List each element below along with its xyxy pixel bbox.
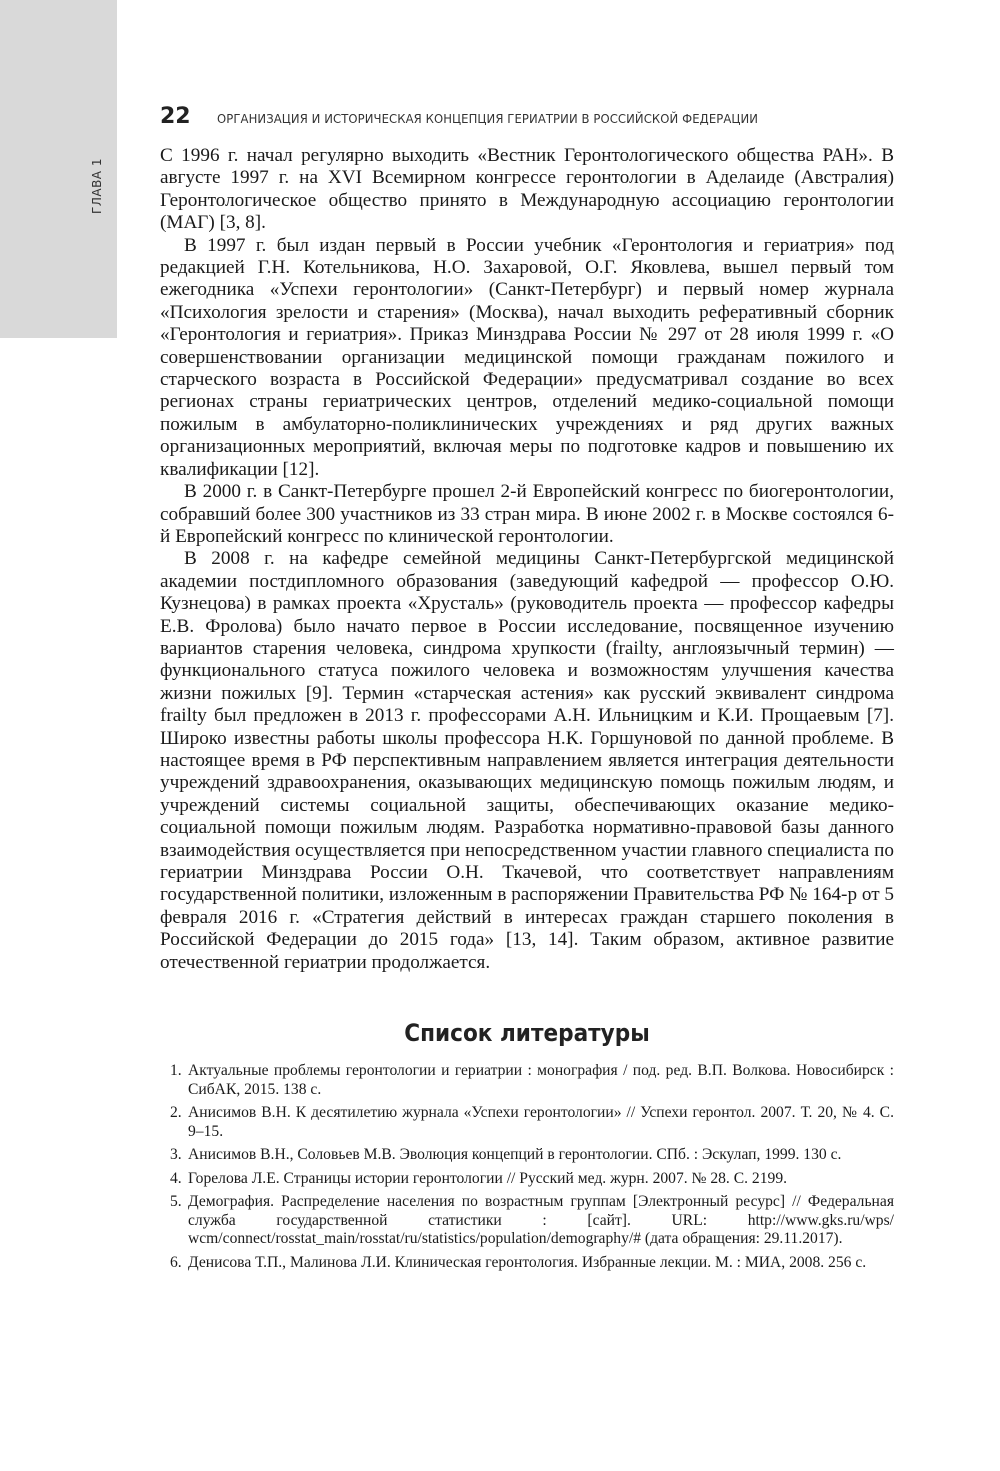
- references-title: Список литературы: [404, 1019, 650, 1047]
- chapter-label-text: ГЛАВА 1: [90, 158, 105, 214]
- reference-number: 4.: [170, 1169, 182, 1187]
- reference-text: Актуальные проблемы геронтологии и гериатрии : монография / под. ред. В.П. Волкова. Новосибирск : СибАК, 2015. 138 с.: [188, 1062, 894, 1098]
- reference-number: 6.: [170, 1253, 182, 1271]
- running-title: ОРГАНИЗАЦИЯ И ИСТОРИЧЕСКАЯ КОНЦЕПЦИЯ ГЕРИАТРИИ В РОССИЙСКОЙ ФЕДЕРАЦИИ: [216, 111, 758, 126]
- reference-number: 3.: [170, 1146, 182, 1163]
- paragraph: С 1996 г. начал регулярно выходить «Вестник Геронтологического общества РАН». В августе 1997 г. на XVI Всемирном конгрессе геронтологии в Аделаиде (Австралия) Геронтологическое общество принято в Международную ассоциацию геронтологии (МАГ) [3, 8].: [160, 145, 894, 234]
- body-text: [160, 145, 894, 974]
- reference-item: [160, 1104, 894, 1141]
- reference-text: Демография. Распределение населения по возрастным группам [Электронный ресурс] // Федеральная служба государственной статистики : [сайт]. URL: http://www.gks.ru/wps/ wcm/connect/rosstat_main/rosstat/ru/statistics/population/demography/# (дата обращения: 29.11.2017).: [188, 1193, 894, 1247]
- reference-text: Анисимов В.Н. К десятилетию журнала «Успехи геронтологии» // Успехи геронтол. 2007. Т. 20, № 4. С. 9–15.: [188, 1104, 894, 1140]
- reference-text: Горелова Л.Е. Страницы истории геронтологии // Русский мед. журн. 2007. № 28. С. 2199.: [188, 1169, 788, 1187]
- reference-number: 5.: [170, 1193, 182, 1210]
- references-list: [160, 1062, 894, 1277]
- chapter-label: [87, 156, 107, 216]
- paragraph: В 2000 г. в Санкт-Петербурге прошел 2-й Европейский конгресс по биогеронтологии, собравший более 300 участников из 33 стран мира. В июне 2002 г. в Москве состоялся 6-й Европейский конгресс по клинической геронтологии.: [160, 481, 894, 547]
- reference-item: [160, 1146, 894, 1165]
- paragraph: В 1997 г. был издан первый в России учебник «Геронтология и гериатрия» под редакцией Г.Н. Котельникова, Н.О. Захаровой, О.Г. Яковлева, вышел первый том ежегодника «Успехи геронтологии» (Санкт-Петербург) и первый номер журнала «Психология зрелости и старения» (Москва), начал выходить реферативный сборник «Геронтология и гериатрия». Приказ Минздрава России № 297 от 28 июля 1999 г. «О совершенствовании организации медицинской помощи гражданам пожилого и старческого возраста в Российской Федерации» предусматривал создание во всех регионах страны гериатрических центров, отделений медико-социальной помощи пожилым в амбулаторно-поликлинических учреждениях и ряд других важных организационных мероприятий, включая меры по подготовке кадров и повышению их квалификации [12].: [160, 234, 894, 480]
- reference-text: Анисимов В.Н., Соловьев М.В. Эволюция концепций в геронтологии. СПб. : Эскулап, 1999. 130 с.: [188, 1146, 842, 1163]
- reference-item: [160, 1170, 894, 1189]
- page-number: 22: [160, 104, 191, 129]
- reference-item: [160, 1254, 894, 1273]
- reference-number: 2.: [170, 1104, 182, 1121]
- page-header: [160, 104, 920, 134]
- paragraph: В 2008 г. на кафедре семейной медицины Санкт-Петербургской медицинской академии постдипломного образования (заведующий кафедрой — профессор О.Ю. Кузнецова) в рамках проекта «Хрусталь» (руководитель проекта — профессор кафедры Е.В. Фролова) было начато первое в России исследование, посвященное изучению вариантов старения человека, синдрома хрупкости (frailty, англоязычный термин) — функционального статуса пожилого человека и возможностям улучшения качества жизни пожилых [9]. Термин «старческая астения» как русский эквивалент синдрома frailty был предложен в 2013 г. профессорами А.Н. Ильницким и К.И. Прощаевым [7]. Широко известны работы школы профессора Н.К. Горшуновой по данной проблеме. В настоящее время в РФ перспективным направлением является интеграция деятельности учреждений здравоохранения, оказывающих медицинскую помощь пожилым людям, и учреждений системы социальной защиты, обеспечивающих оказание медико-социальной помощи пожилым людям. Разработка нормативно-правовой базы данного взаимодействия осуществляется при непосредственном участии главного специалиста по гериатрии Минздрава России О.Н. Ткачевой, что соответствует направлениям государственной политики, изложенным в распоряжении Правительства РФ № 164-р от 5 февраля 2016 г. «Стратегия действий в интересах граждан старшего поколения в Российской Федерации до 2015 года» [13, 14]. Таким образом, активное развитие отечественной гериатрии продолжается.: [160, 548, 894, 973]
- reference-item: [160, 1193, 894, 1249]
- reference-text: Денисова Т.П., Малинова Л.И. Клиническая геронтология. Избранные лекции. М. : МИА, 2008. 256 с.: [188, 1253, 867, 1271]
- reference-item: [160, 1062, 894, 1099]
- reference-number: 1.: [170, 1062, 182, 1079]
